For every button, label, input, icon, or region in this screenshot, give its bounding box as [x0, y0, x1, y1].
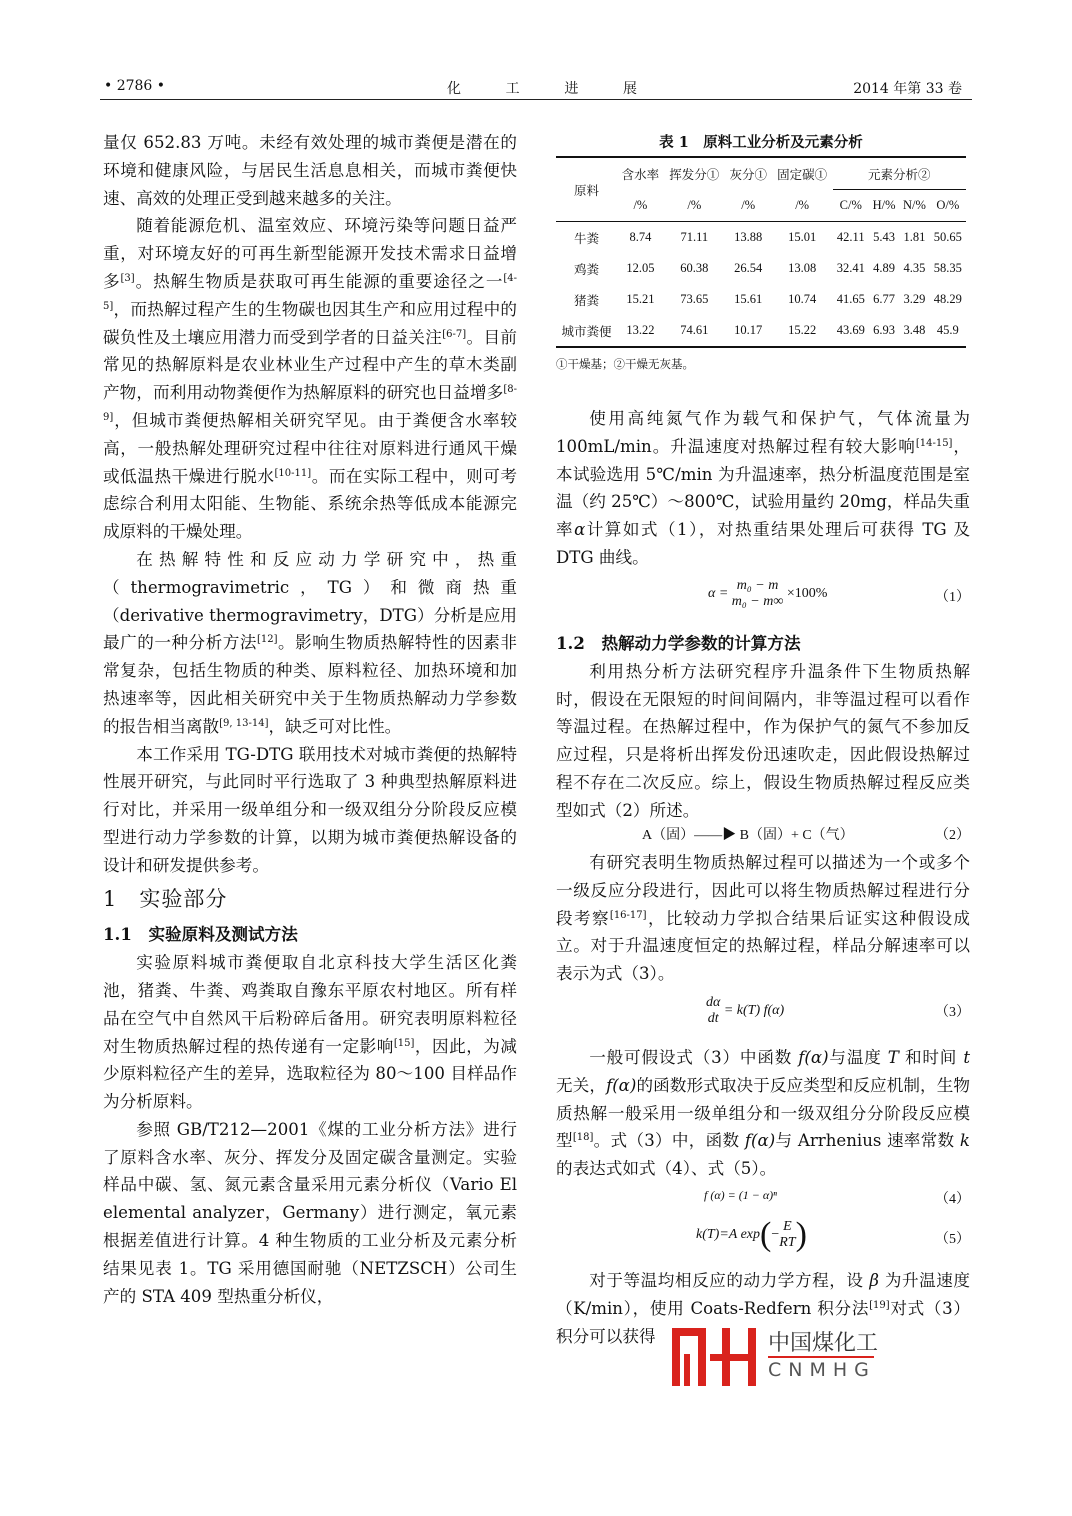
eq-number: （3） [935, 1005, 970, 1020]
section-heading [103, 886, 517, 914]
table-cell: 42.11 [836, 230, 865, 244]
text-run: 。影响生物质热解特性的因素非常复杂，包括生物质的种类、原料粒径、加热环境和加热速率等，因此相关研究中关于生物质热解动力学参数的报告相当离散 [103, 633, 518, 736]
text-run: 1.1 实验原料及测试方法 [103, 924, 298, 945]
table-row [556, 253, 966, 284]
watermark-mark-icon [670, 1326, 760, 1388]
table-cell: 15.61 [734, 292, 763, 306]
table-cell: 74.61 [680, 323, 709, 337]
text-run: 有研究表明生物质热解过程可以描述为一个或多个一级反应分段进行，因此可以将生物质热解过程进行分段考察 [556, 853, 970, 928]
table-note: ①干燥基；②干燥无灰基。 [556, 357, 694, 371]
text-run: 。式（3）中，函数 [593, 1131, 745, 1151]
table-cell: 60.38 [680, 261, 709, 275]
journal-char: 工 [505, 81, 520, 97]
eq-num: E [783, 1219, 792, 1234]
text-run: 计算如式（1），对热重结果处理后可获得 TG 及 DTG 曲线。 [556, 520, 970, 567]
citation-ref: [19] [869, 1299, 890, 1311]
math-symbol: f(α) [606, 1075, 637, 1095]
citation-ref: [6-7] [442, 328, 467, 340]
table-cell: 5.43 [873, 230, 896, 244]
table-cell: 6.77 [873, 292, 896, 306]
journal-char: 展 [622, 81, 637, 97]
equation-3 [556, 995, 970, 1035]
unit: /% [633, 197, 648, 212]
text-run: 无关， [556, 1075, 607, 1095]
table-cell: 73.65 [680, 292, 709, 306]
paragraph [103, 1116, 517, 1311]
text-run: 和时间 [898, 1048, 964, 1067]
citation-ref: [4-5] [103, 272, 518, 312]
journal-name [447, 78, 637, 98]
paragraph-text [556, 405, 970, 572]
table-cell: 45.9 [936, 323, 959, 337]
paragraph-text [556, 1044, 970, 1183]
citation-ref: [8-9] [103, 384, 517, 423]
citation-ref: [12] [256, 634, 278, 646]
eq-den: RT [779, 1235, 796, 1250]
col-header: 含水率 [621, 167, 660, 182]
citation-ref: [18] [572, 1132, 594, 1144]
text-run: ，但城市粪便热解相关研究罕见。由于粪便含水率较高，一般热解处理研究过程中往往对原料进行通风干燥或低温热干燥进行脱水 [103, 410, 517, 486]
unit: /% [687, 197, 702, 212]
paragraph [556, 1044, 970, 1183]
text-run: ，比较动力学拟合结果后证实这种假设成立。对于升温速度恒定的热解过程，样品分解速率可以表示为式（3）。 [556, 908, 971, 984]
table-cell: 15.21 [626, 292, 655, 306]
section-heading [103, 921, 517, 949]
text-run: 实验原料城市粪便取自北京科技大学生活区化粪池，猪粪、牛粪、鸡粪取自豫东平原农村地区。所有样品在空气中自然风干后粉碎后备用。研究表明原料粒径对生物质热解过程的热传递有一定影响 [103, 953, 517, 1056]
eq-rhs: ×100% [786, 586, 828, 602]
equation-5: k(T)=A exp ( − E RT ) （5） [696, 1216, 970, 1253]
table-cell: 1.81 [903, 230, 926, 244]
eq-rhs: = k(T) f(α) [723, 1003, 785, 1019]
paragraph [556, 849, 970, 988]
paragraph [103, 212, 517, 546]
left-column [103, 129, 517, 1310]
table-cell: 3.48 [903, 323, 926, 337]
text-run: 的函数形式取决于反应类型和反应机制，生物质热解一般采用一级单组分和一级双组分分阶段反应模型 [556, 1075, 971, 1151]
text-run: 随着能源危机、温室效应、环境污染等问题日益严重，对环境友好的可再生新型能源开发技术需求日益增多 [103, 216, 517, 291]
unit: N/% [903, 198, 926, 212]
text-run: 。热解生物质是获取可再生能源的重要途径之一 [134, 271, 504, 291]
text-run: 利用热分析方法研究程序升温条件下生物质热解时，假设在无限短的时间间隔内，非等温过程可以看作等温过程。在热解过程中，作为保护气的氮气不参加反应过程，只是将析出挥发份迅速吹走，因此假设热解过程不存在二次反应。综上，假设生物质热解过程反应类型如式（2）所述。 [556, 661, 970, 820]
text-run: 为升温速度（K/min），使用 Coats-Redfern 积分法 [556, 1271, 970, 1318]
text-run: ，缺乏可对比性。 [268, 716, 402, 736]
table-cell: 13.22 [626, 323, 655, 337]
table-cell: 48.29 [933, 292, 962, 306]
math-symbol: t [963, 1048, 970, 1067]
table-title: 表 1 原料工业分析及元素分析 [659, 134, 863, 151]
equation-1 [556, 578, 970, 622]
table-cell: 15.01 [788, 230, 817, 244]
eq-number: （5） [935, 1232, 970, 1247]
table-row [556, 284, 966, 315]
text-run: 的表达式如式（4）、式（5）。 [556, 1159, 777, 1179]
paragraph [103, 949, 517, 1116]
text-run: 在热解特性和反应动力学研究中，热重（thermogravimetric，TG）和微商热重（derivative thermogravimetry，DTG）分析是应用最广的一种分析方法 [103, 549, 517, 653]
eq-den: dt [707, 1011, 719, 1026]
text-run: ，因此，为减少原料粒径产生的差异，选取粒径为 80～100 目样品作为分析原料。 [103, 1036, 518, 1112]
paragraph-text [556, 849, 970, 988]
table-cell: 8.74 [629, 230, 652, 244]
unit: O/% [936, 198, 960, 212]
table-cell: 50.65 [933, 230, 962, 244]
text-run: 参照 GB/T212—2001《煤的工业分析方法》进行了原料含水率、灰分、挥发分及固定碳含量测定。实验样品中碳、氢、氮元素含量采用元素分析仪（Vario El elemental analyzer，Germany）进行测定，氧元素根据差值进行计算。4 种生物质的工业分析及元素分析结果见表 1。TG 采用德国耐驰（NETZSCH）公司生产的 STA 409 型热重分析仪， [103, 1119, 517, 1306]
text-run: 量仅 652.83 万吨。未经有效处理的城市粪便是潜在的环境和健康风险，与居民生活息息相关，而城市粪便快速、高效的处理正受到越来越多的关注。 [103, 133, 517, 208]
text-run: ，而热解过程产生的生物碳也因其生产和应用过程中的碳负性及土壤应用潜力而受到学者的日益关注 [103, 299, 517, 347]
paragraph [103, 741, 517, 880]
journal-char: 进 [564, 81, 579, 97]
citation-ref: [16-17] [609, 909, 647, 921]
section-1-2 [556, 626, 970, 825]
eq-lhs: k(T)=A exp [696, 1227, 760, 1242]
math-symbol: k [959, 1131, 970, 1151]
table-cell: 4.35 [903, 261, 926, 275]
text-run: 与温度 [828, 1048, 888, 1067]
col-header: 固定碳① [777, 167, 828, 182]
table-cell: 15.22 [788, 323, 817, 337]
eq-lhs: α = [708, 586, 729, 602]
unit: H/% [872, 198, 896, 212]
eq-num: dα [706, 995, 721, 1010]
citation-ref: [14-15] [915, 437, 953, 449]
table-row [556, 222, 966, 254]
table-cell: 26.54 [734, 261, 763, 275]
watermark-cn: 中国煤化工 [768, 1331, 879, 1356]
citation-ref: [9, 13-14] [219, 717, 269, 729]
table-cell: 3.29 [903, 292, 926, 306]
paragraph [103, 129, 517, 212]
table-cell: 6.93 [873, 323, 896, 337]
table-cell: 71.11 [680, 230, 709, 244]
text-run: 本工作采用 TG-DTG 联用技术对城市粪便的热解特性展开研究，与此同时平行选取了 3 种典型热解原料进行对比，并采用一级单组分和一级双组分分阶段反应模型进行动力学参数的计算，以期为城市粪便热解设备的设计和研发提供参考。 [103, 744, 517, 875]
math-symbol: β [869, 1271, 879, 1290]
paragraph-text [556, 658, 970, 825]
eq-body: f (α) = (1 − α)ⁿ [704, 1188, 777, 1202]
table-cell: 43.69 [836, 323, 865, 337]
table-cell: 牛粪 [573, 231, 599, 246]
issue-info: 2014 年第 33 卷 [853, 81, 962, 97]
paragraph [556, 405, 970, 572]
math-symbol: T [887, 1048, 899, 1067]
text-run: 与 Arrhenius 速率常数 [775, 1131, 960, 1151]
table-cell: 猪粪 [573, 293, 599, 308]
table-cell: 4.89 [873, 261, 896, 275]
text-run: 对于等温均相反应的动力学方程，设 [589, 1271, 870, 1290]
eq-den: m₀ − m∞ [731, 594, 784, 609]
table-1 [556, 131, 966, 372]
citation-ref: [10-11] [274, 467, 312, 479]
section-heading: 1.2 热解动力学参数的计算方法 [556, 633, 801, 653]
table-row [556, 315, 966, 347]
text-run: 使用高纯氮气作为载气和保护气，气体流量为 100mL/min。升温速度对热解过程有较大影响 [556, 409, 970, 456]
col-header: 元素分析② [833, 157, 966, 190]
watermark-divider [768, 1356, 874, 1358]
table-cell: 10.74 [788, 292, 817, 306]
header-rule [100, 99, 972, 100]
table-cell: 12.05 [626, 261, 655, 275]
unit: /% [795, 197, 810, 212]
table-cell: 32.41 [836, 261, 865, 275]
eq-num: m₀ − m [736, 578, 779, 593]
col-header: 原料 [573, 183, 599, 198]
text-run: 。目前常见的热解原料是农业林业生产过程中产生的草木类副产物，而利用动物粪便作为热解原料的研究也日益增多 [103, 327, 518, 403]
table-cell: 鸡粪 [573, 262, 599, 277]
unit: C/% [839, 198, 862, 212]
text-run: 1 实验部分 [103, 886, 228, 911]
table-cell: 13.88 [734, 230, 763, 244]
citation-ref: [3] [120, 272, 135, 284]
text-run: ，本试验选用 5℃/min 为升温速率，热分析温度范围是室温（约 25℃）～800℃，试验用量约 20mg，样品失重率 [556, 436, 971, 540]
table-cell: 41.65 [836, 292, 865, 306]
table-cell: 10.17 [734, 323, 763, 337]
text-run: 。而在实际工程中，则可考虑综合利用太阳能、生物能、系统余热等低成本能源完成原料的干燥处理。 [103, 466, 518, 542]
paragraph [103, 546, 517, 741]
math-symbol: f(α) [744, 1131, 776, 1151]
eq-number: （1） [935, 590, 970, 605]
page-number: • 2786 • [104, 78, 166, 94]
citation-ref: [15] [393, 1037, 415, 1049]
table-cell: 城市粪便 [561, 324, 612, 339]
eq-number: （4） [935, 1192, 970, 1207]
text-run: 对式（3）积分可以获得 [556, 1298, 971, 1346]
text-run: 一般可假设式（3）中函数 [589, 1048, 799, 1067]
table-cell: 58.35 [933, 261, 962, 275]
journal-char: 化 [447, 81, 461, 97]
col-header: 灰分① [729, 167, 767, 182]
math-symbol: α [574, 520, 586, 540]
watermark-en: CNMHG [768, 1359, 876, 1381]
math-symbol: f(α) [798, 1048, 829, 1067]
cnmhg-watermark-logo [670, 1326, 880, 1388]
col-header: 挥发分① [669, 167, 720, 182]
table-cell: 13.08 [788, 261, 817, 275]
unit: /% [741, 197, 756, 212]
eq-body: A（固）——▶ B（固）+ C（气） [642, 828, 854, 843]
eq-number: （2） [935, 828, 970, 843]
